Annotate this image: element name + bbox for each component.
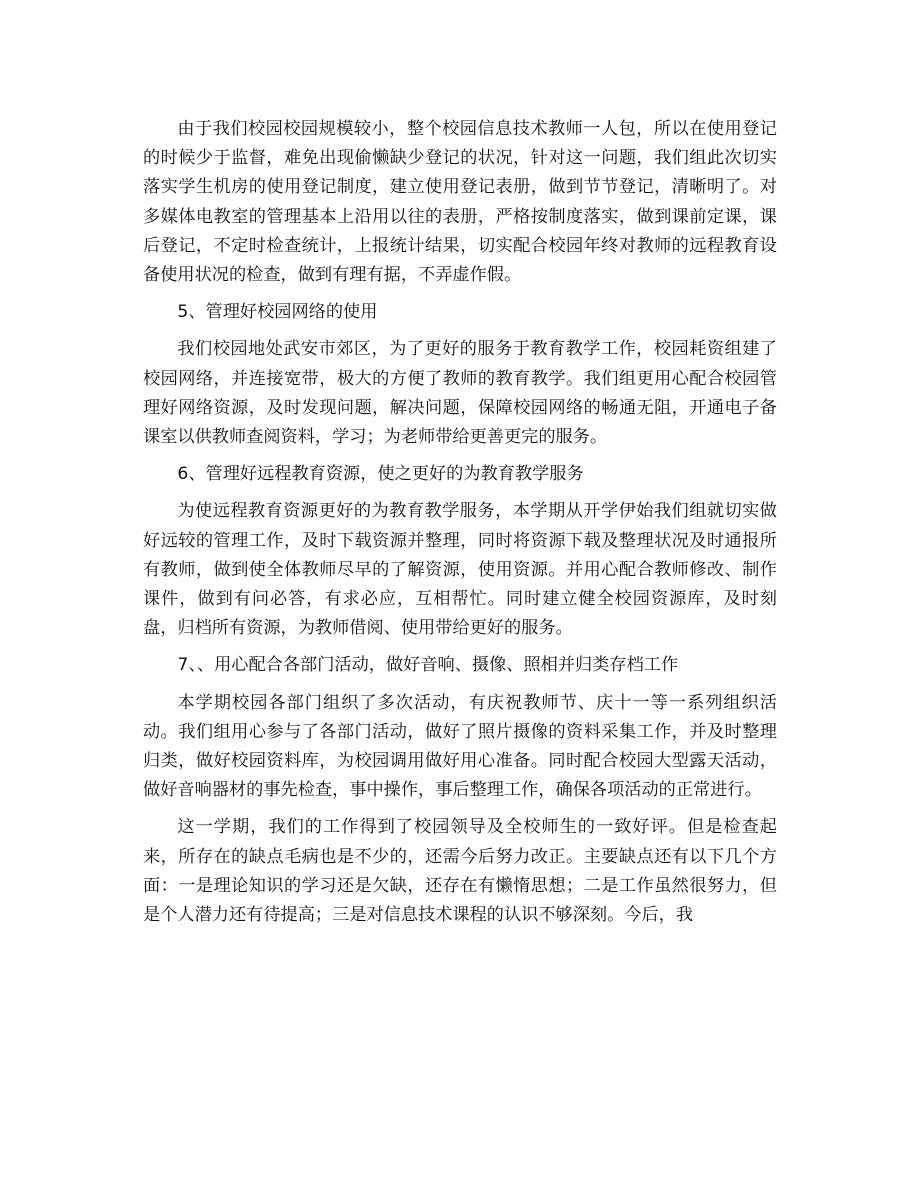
paragraph-equipment-registration: 由于我们校园校园规模较小，整个校园信息技术教师一人包，所以在使用登记的时候少于监督，难免出现偷懒缺少登记的状况，针对这一问题，我们组此次切实落实学生机房的使用登记制度，建立使用登记表册，做到节节登记，清晰明了。对多媒体电教室的管理基本上沿用以往的表册，严格按制度落实，做到课前定课，课后登记，不定时检查统计，上报统计结果，切实配合校园年终对教师的远程教育设备使用状况的检查，做到有理有据，不弄虚作假。 bbox=[143, 119, 777, 286]
paragraph-campus-network: 我们校园地处武安市郊区，为了更好的服务于教育教学工作，校园耗资组建了校园网络，并连接宽带，极大的方便了教师的教育教学。我们组更用心配合校园管理好网络资源，及时发现问题，解决问题，保障校园网络的畅通无阻，开通电子备课室以供教师查阅资料，学习；为老师带给更善更完的服务。 bbox=[143, 339, 777, 448]
document-body bbox=[143, 115, 777, 938]
paragraph-summary: 这一学期，我们的工作得到了校园领导及全校师生的一致好评。但是检查起来，所存在的缺点毛病也是不少的，还需今后努力改正。主要缺点还有以下几个方面：一是理论知识的学习还是欠缺，还存在有懒惰思想；二是工作虽然很努力，但是个人潜力还有待提高；三是对信息技术课程的认识不够深刻。今后，我 bbox=[143, 817, 777, 926]
paragraph-activities: 本学期校园各部门组织了多次活动，有庆祝教师节、庆十一等一系列组织活动。我们组用心参与了各部门活动，做好了照片摄像的资料采集工作，并及时整理归类，做好校园资料库，为校园调用做好用心准备。同时配合校园大型露天活动，做好音响器材的事先检查，事中操作，事后整理工作，确保各项活动的正常进行。 bbox=[143, 692, 777, 801]
heading-department-activities: 7、、用心配合各部门活动，做好音响、摄像、照相并归类存档工作 bbox=[177, 655, 679, 676]
paragraph-remote-resources: 为使远程教育资源更好的为教育教学服务，本学期从开学伊始我们组就切实做好远较的管理工作，及时下载资源并整理，同时将资源下载及整理状况及时通报所有教师，做到使全体教师尽早的了解资源，使用资源。并用心配合教师修改、制作课件，做到有问必答，有求必应，互相帮忙。同时建立健全校园资源库，及时刻盘，归档所有资源，为教师借阅、使用带给更好的服务。 bbox=[143, 501, 777, 639]
heading-remote-education: 6、管理好远程教育资源，使之更好的为教育教学服务 bbox=[177, 464, 584, 485]
heading-network-management: 5、管理好校园网络的使用 bbox=[177, 302, 378, 323]
